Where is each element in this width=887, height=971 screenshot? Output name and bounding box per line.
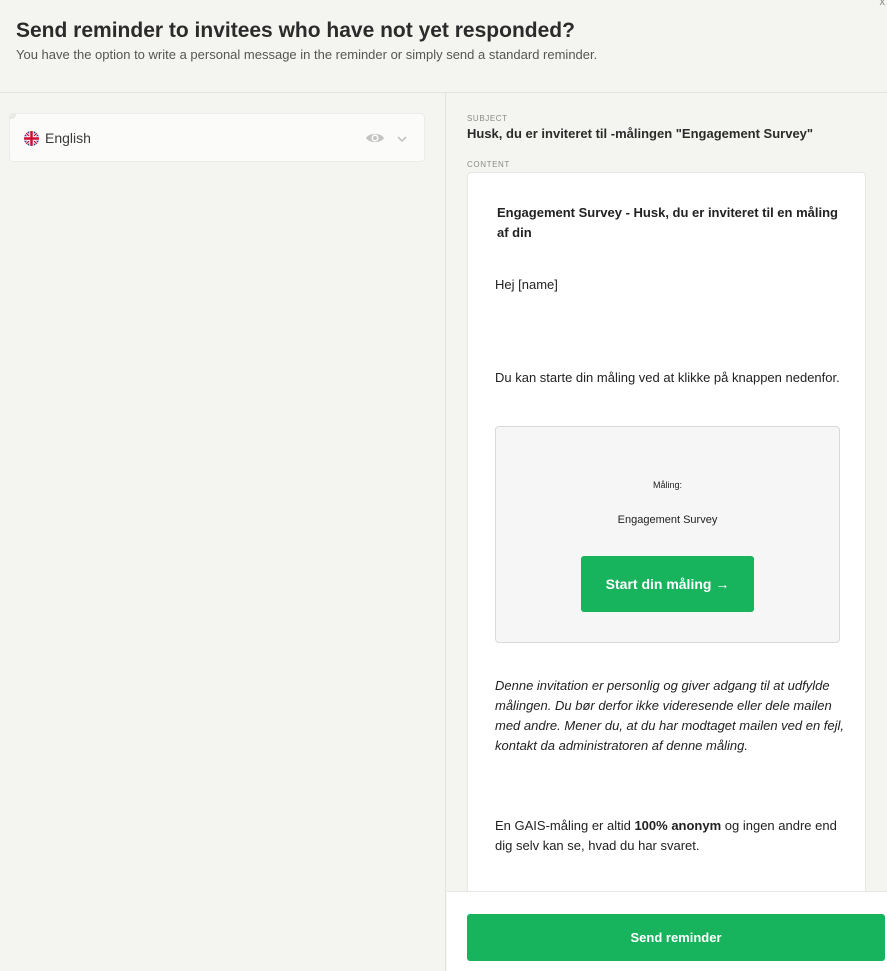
email-preview [467,172,866,971]
content-label: CONTENT [467,160,510,169]
uk-flag-icon [24,131,39,146]
language-pane [0,93,446,971]
language-selector[interactable] [9,113,425,162]
survey-card [495,426,840,643]
language-label: English [45,130,91,146]
card-corner-marker [9,113,16,119]
chevron-down-icon[interactable] [396,132,408,144]
preview-pane [447,93,887,971]
anon-text-before: En GAIS-måling er altid [495,818,635,833]
close-icon[interactable]: x [879,0,885,8]
anon-text-after: og ingen andre end dig selv kan se, hvad du har svaret. [495,818,837,853]
subject-text: Husk, du er inviteret til -målingen "Engagement Survey" [467,126,814,141]
dialog-header [0,0,887,93]
email-anonymity-note [495,816,845,856]
dialog-footer [447,891,887,971]
email-greeting: Hej [name] [495,277,558,292]
dialog-title: Send reminder to invitees who have not yet responded? [16,19,575,42]
subject-label: SUBJECT [467,114,508,123]
survey-label: Måling: [652,480,682,490]
dialog-subtitle: You have the option to write a personal message in the reminder or simply send a standard reminder. [16,47,598,62]
survey-name: Engagement Survey [617,514,718,526]
email-title: Engagement Survey - Husk, du er inviteret til en måling af din [497,205,838,240]
send-reminder-button[interactable]: Send reminder [467,914,885,961]
eye-icon[interactable] [365,131,385,145]
email-notice: Denne invitation er personlig og giver adgang til at udfylde målingen. Du bør derfor ikke videresende eller dele mailen med andre. Mener du, at du har modtaget mailen ved en fejl, kontakt da administratoren af denne måling. [495,678,845,753]
start-survey-button[interactable]: Start din måling → [581,556,754,612]
email-intro: Du kan starte din måling ved at klikke på knappen nedenfor. [495,370,840,385]
anon-text-bold: 100% anonym [634,818,722,833]
